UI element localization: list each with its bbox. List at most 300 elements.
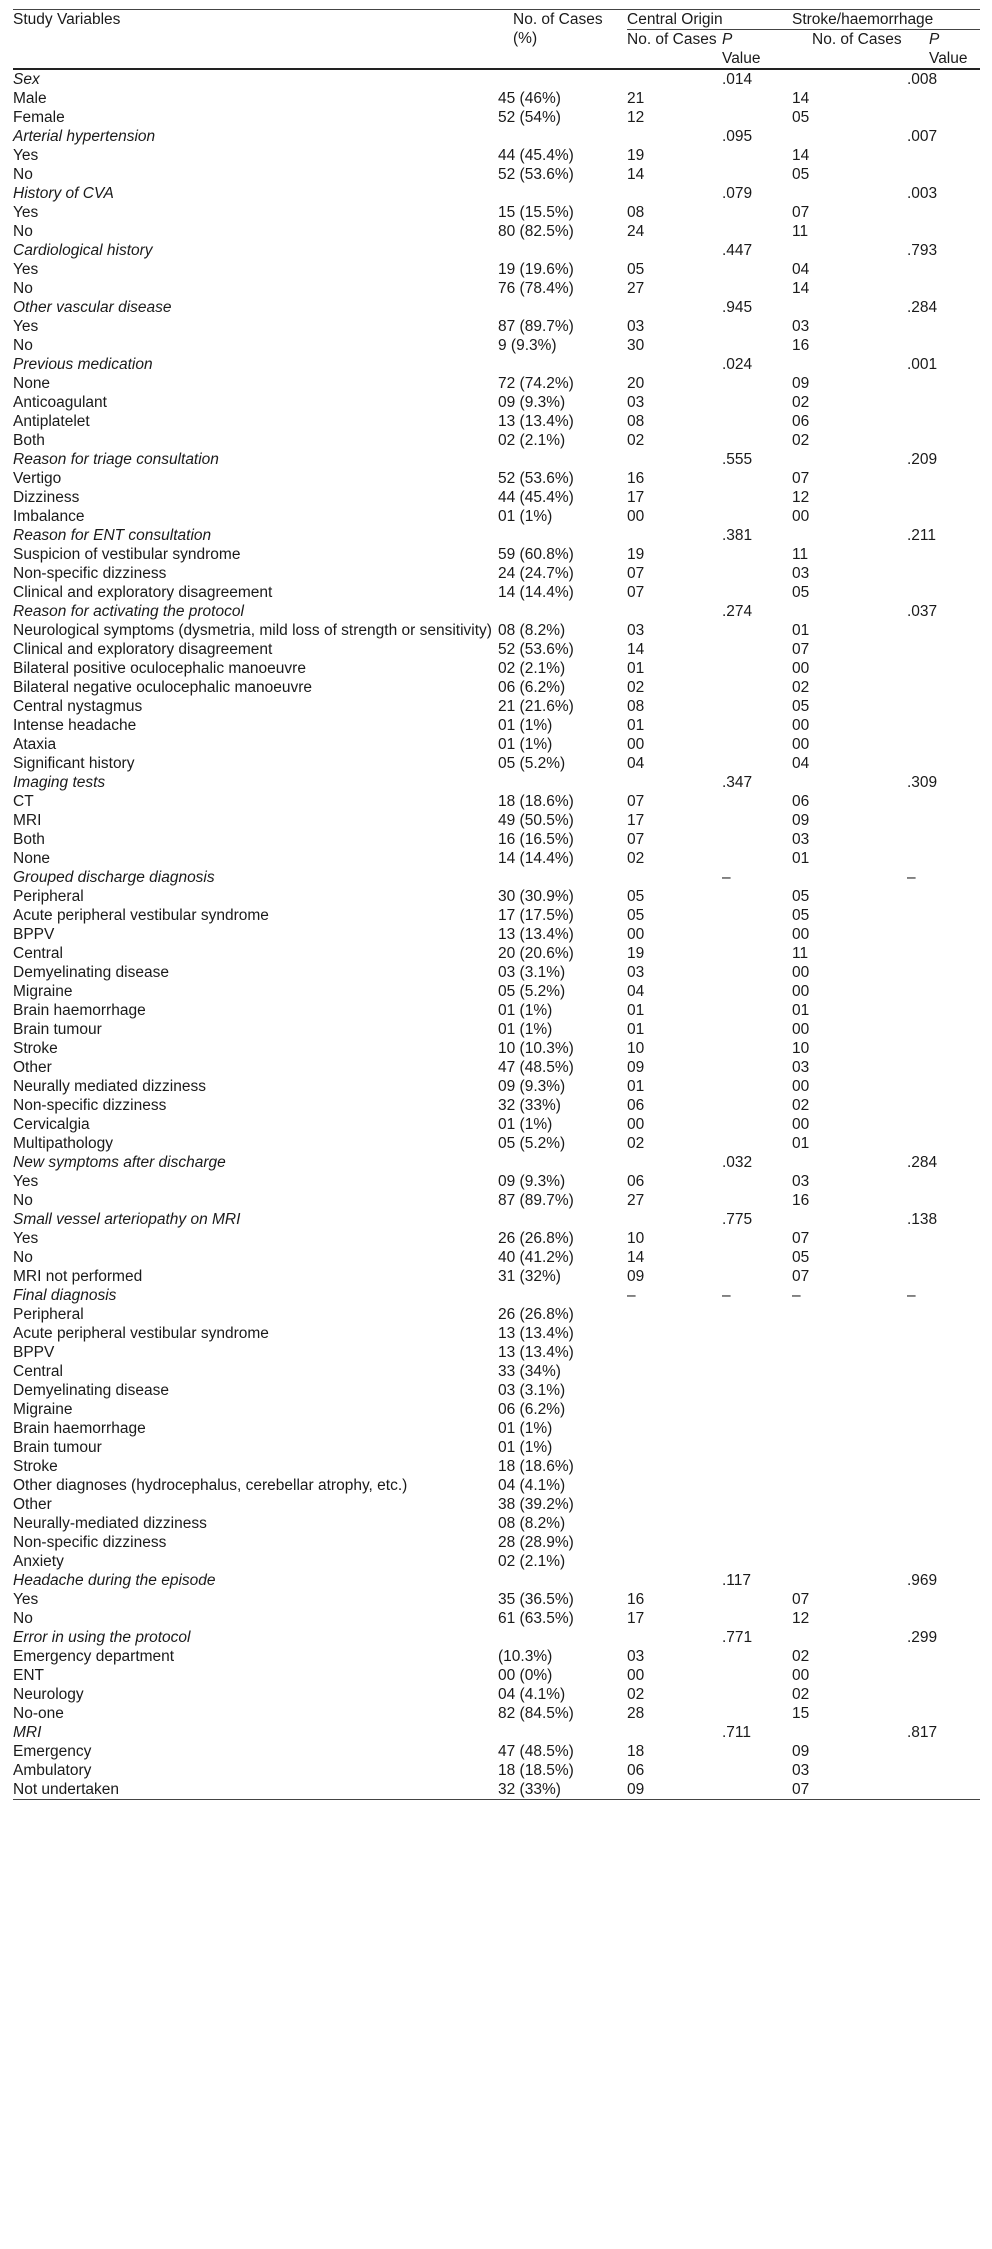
cases-cell: 82 (84.5%) (498, 1705, 574, 1722)
stroke-p-cell (907, 621, 980, 640)
central-cases-cell: 05 (627, 261, 645, 278)
central-cases-cell: 02 (627, 850, 645, 867)
central-p-cell (722, 1096, 792, 1115)
stroke-cases-cell: 12 (792, 1610, 810, 1627)
variable-cell: Central nystagmus (13, 698, 143, 715)
central-p-cell (722, 564, 792, 583)
stroke-cases-cell: 01 (792, 622, 810, 639)
stroke-cases-cell: 00 (792, 964, 810, 981)
stroke-cases-cell: 03 (792, 1173, 810, 1190)
variable-cell: Other (13, 1496, 52, 1513)
central-p-cell (722, 336, 792, 355)
category-row (13, 1723, 980, 1742)
central-cases-cell (627, 298, 722, 317)
central-p-cell (722, 108, 792, 127)
central-cases-cell (627, 1305, 722, 1324)
variable-cell: None (13, 375, 51, 392)
central-cases-cell (627, 1438, 722, 1457)
stroke-cases-cell (792, 868, 907, 887)
stroke-cases-cell: 05 (792, 584, 810, 601)
stroke-p-cell (907, 1362, 980, 1381)
cases-cell: 59 (60.8%) (498, 546, 574, 563)
variable-cell: Clinical and exploratory disagreement (13, 641, 273, 658)
central-cases-cell: 28 (627, 1705, 645, 1722)
cases-cell: 26 (26.8%) (498, 1306, 574, 1323)
central-cases-cell: 30 (627, 337, 645, 354)
cases-cell: 76 (78.4%) (498, 280, 574, 297)
variable-cell: Reason for activating the protocol (13, 603, 244, 620)
header-no-of-cases: No. of Cases (%) (498, 10, 627, 70)
cases-cell: 05 (5.2%) (498, 755, 566, 772)
stroke-p-cell (907, 659, 980, 678)
central-cases-cell: 01 (627, 1078, 645, 1095)
stroke-p-cell (907, 1077, 980, 1096)
cases-cell: 26 (26.8%) (498, 1230, 574, 1247)
central-p-cell (722, 906, 792, 925)
table-row (13, 963, 980, 982)
central-cases-cell: 00 (627, 736, 645, 753)
stroke-cases-cell (792, 1571, 907, 1590)
central-p-cell (722, 1685, 792, 1704)
stroke-p-cell (907, 203, 980, 222)
cases-cell: 10 (10.3%) (498, 1040, 574, 1057)
table-row (13, 1248, 980, 1267)
variable-cell: Anticoagulant (13, 394, 107, 411)
stroke-p-cell (907, 1267, 980, 1286)
central-cases-cell: 06 (627, 1173, 645, 1190)
central-cases-cell: 17 (627, 1610, 645, 1627)
category-row (13, 1153, 980, 1172)
table-row (13, 469, 980, 488)
stroke-cases-cell (792, 450, 907, 469)
cases-cell (498, 1628, 627, 1647)
central-cases-cell: 06 (627, 1762, 645, 1779)
stroke-p-cell (907, 1647, 980, 1666)
central-cases-cell (627, 241, 722, 260)
central-cases-cell: 03 (627, 394, 645, 411)
stroke-p-cell (907, 906, 980, 925)
central-p-cell (722, 545, 792, 564)
variable-cell: Yes (13, 204, 39, 221)
stroke-p-cell: .817 (907, 1724, 938, 1741)
cases-cell: 13 (13.4%) (498, 413, 574, 430)
central-p-cell (722, 260, 792, 279)
table-row (13, 1058, 980, 1077)
stroke-cases-cell (792, 1438, 907, 1457)
central-p-cell (722, 1077, 792, 1096)
central-p-cell: – (722, 869, 731, 886)
cases-cell: 52 (53.6%) (498, 470, 574, 487)
central-p-cell (722, 1267, 792, 1286)
cases-cell: 06 (6.2%) (498, 679, 566, 696)
variable-cell: Headache during the episode (13, 1572, 216, 1589)
cases-cell (498, 1286, 627, 1305)
variable-cell: MRI (13, 1724, 42, 1741)
stroke-p-cell (907, 640, 980, 659)
cases-cell (498, 355, 627, 374)
cases-cell: 01 (1%) (498, 1420, 553, 1437)
stroke-cases-cell: 00 (792, 926, 810, 943)
table-row (13, 279, 980, 298)
cases-cell: 15 (15.5%) (498, 204, 574, 221)
variable-cell: Yes (13, 318, 39, 335)
variable-cell: Final diagnosis (13, 1287, 117, 1304)
central-p-cell (722, 963, 792, 982)
table-row (13, 1305, 980, 1324)
central-p-cell (722, 1324, 792, 1343)
stroke-p-cell (907, 1020, 980, 1039)
table-row (13, 1001, 980, 1020)
variable-cell: Not undertaken (13, 1780, 498, 1800)
stroke-cases-cell: 12 (792, 489, 810, 506)
stroke-p-cell (907, 431, 980, 450)
central-cases-cell: 02 (627, 432, 645, 449)
central-p-cell: .381 (722, 527, 753, 544)
variable-cell: MRI (13, 812, 42, 829)
central-cases-cell (627, 526, 722, 545)
cases-cell: 05 (5.2%) (498, 983, 566, 1000)
cases-cell: 32 (33%) (498, 1097, 561, 1114)
table-row (13, 849, 980, 868)
cases-cell: 16 (16.5%) (498, 831, 574, 848)
cases-cell: 24 (24.7%) (498, 565, 574, 582)
central-cases-cell: 24 (627, 223, 645, 240)
category-row (13, 298, 980, 317)
central-cases-cell: – (627, 1287, 636, 1304)
stroke-cases-cell: 04 (792, 261, 810, 278)
stroke-p-cell (907, 564, 980, 583)
central-cases-cell (627, 1571, 722, 1590)
table-row (13, 431, 980, 450)
table-row (13, 1343, 980, 1362)
central-p-cell (722, 1742, 792, 1761)
variable-cell: Stroke (13, 1458, 58, 1475)
cases-cell: 47 (48.5%) (498, 1059, 574, 1076)
cases-cell (498, 1723, 627, 1742)
stroke-cases-cell (792, 1324, 907, 1343)
central-p-cell: .347 (722, 774, 753, 791)
stroke-cases-cell (792, 1457, 907, 1476)
table-body (13, 69, 980, 1800)
cases-cell (498, 868, 627, 887)
stroke-cases-cell: 05 (792, 907, 810, 924)
variable-cell: Other (13, 1059, 52, 1076)
table-row (13, 89, 980, 108)
central-cases-cell: 09 (627, 1059, 645, 1076)
cases-cell: 06 (6.2%) (498, 1401, 566, 1418)
table-row (13, 222, 980, 241)
central-cases-cell (627, 1153, 722, 1172)
central-p-cell (722, 279, 792, 298)
table-row (13, 906, 980, 925)
cases-cell: 08 (8.2%) (498, 622, 566, 639)
subheader-value-word: Value (722, 50, 761, 67)
central-p-cell (722, 1552, 792, 1571)
cases-cell: 44 (45.4%) (498, 489, 574, 506)
central-p-cell (722, 1780, 792, 1800)
central-cases-cell (627, 1628, 722, 1647)
stroke-p-cell (907, 1761, 980, 1780)
category-row (13, 1628, 980, 1647)
stroke-cases-cell: 07 (792, 204, 810, 221)
central-p-cell: .117 (722, 1572, 752, 1589)
table-row (13, 412, 980, 431)
variable-cell: Acute peripheral vestibular syndrome (13, 907, 269, 924)
table-row (13, 260, 980, 279)
cases-cell: 52 (53.6%) (498, 641, 574, 658)
variable-cell: Bilateral positive oculocephalic manoeuvre (13, 660, 306, 677)
stroke-p-cell (907, 1134, 980, 1153)
category-row (13, 773, 980, 792)
table-row (13, 1514, 980, 1533)
variable-cell: New symptoms after discharge (13, 1154, 226, 1171)
stroke-p-cell (907, 1685, 980, 1704)
central-p-cell (722, 1438, 792, 1457)
variable-cell: Brain tumour (13, 1021, 102, 1038)
stroke-cases-cell: 00 (792, 660, 810, 677)
table-row (13, 1115, 980, 1134)
subheader-stroke-p-value (907, 30, 980, 70)
cases-cell: 38 (39.2%) (498, 1496, 574, 1513)
cases-cell: 01 (1%) (498, 1021, 553, 1038)
central-cases-cell (627, 773, 722, 792)
table-row (13, 507, 980, 526)
variable-cell: Previous medication (13, 356, 153, 373)
stroke-cases-cell: 14 (792, 90, 810, 107)
cases-cell: 09 (9.3%) (498, 1173, 566, 1190)
central-cases-cell: 21 (627, 90, 645, 107)
central-cases-cell (627, 868, 722, 887)
stroke-cases-cell (792, 526, 907, 545)
stroke-p-cell (907, 1590, 980, 1609)
variable-cell: Yes (13, 1591, 39, 1608)
stroke-cases-cell: 01 (792, 1135, 810, 1152)
table-row (13, 564, 980, 583)
variable-cell: Small vessel arteriopathy on MRI (13, 1211, 241, 1228)
stroke-p-cell (907, 1115, 980, 1134)
table-row (13, 1134, 980, 1153)
central-cases-cell: 00 (627, 508, 645, 525)
cases-cell: 28 (28.9%) (498, 1534, 574, 1551)
subheader-stroke-no-of-cases: No. of Cases (792, 30, 907, 70)
table-row (13, 1191, 980, 1210)
variable-cell: Arterial hypertension (13, 128, 156, 145)
cases-cell (498, 450, 627, 469)
central-p-cell (722, 716, 792, 735)
table-row (13, 1172, 980, 1191)
stroke-p-cell (907, 108, 980, 127)
central-cases-cell (627, 1362, 722, 1381)
stroke-p-cell: .001 (907, 356, 938, 373)
central-p-cell (722, 469, 792, 488)
table-row (13, 1400, 980, 1419)
central-p-cell (722, 811, 792, 830)
category-row (13, 184, 980, 203)
central-cases-cell: 01 (627, 660, 645, 677)
stroke-cases-cell: 16 (792, 1192, 810, 1209)
table-row (13, 488, 980, 507)
central-cases-cell: 01 (627, 717, 645, 734)
central-cases-cell: 03 (627, 964, 645, 981)
variable-cell: Neurally-mediated dizziness (13, 1515, 207, 1532)
stroke-p-cell: .008 (907, 71, 938, 88)
central-p-cell (722, 203, 792, 222)
variable-cell: Peripheral (13, 1306, 84, 1323)
central-p-cell (722, 1457, 792, 1476)
stroke-cases-cell: – (792, 1287, 801, 1304)
stroke-cases-cell (792, 355, 907, 374)
central-cases-cell: 10 (627, 1040, 645, 1057)
stroke-cases-cell (792, 1723, 907, 1742)
variable-cell: Yes (13, 1173, 39, 1190)
cases-cell: 05 (5.2%) (498, 1135, 566, 1152)
stroke-p-cell (907, 1438, 980, 1457)
central-p-cell (722, 1704, 792, 1723)
central-p-cell (722, 583, 792, 602)
central-p-cell (722, 1229, 792, 1248)
stroke-p-cell (907, 545, 980, 564)
central-cases-cell: 07 (627, 793, 645, 810)
stroke-p-cell (907, 165, 980, 184)
stroke-p-cell (907, 1552, 980, 1571)
central-p-cell (722, 849, 792, 868)
stroke-cases-cell: 04 (792, 755, 810, 772)
cases-cell: 09 (9.3%) (498, 1078, 566, 1095)
table-row (13, 1685, 980, 1704)
stroke-cases-cell (792, 69, 907, 89)
central-p-cell: .945 (722, 299, 753, 316)
central-cases-cell: 05 (627, 888, 645, 905)
central-cases-cell: 06 (627, 1097, 645, 1114)
stroke-p-cell (907, 1191, 980, 1210)
cases-cell: 32 (33%) (498, 1780, 627, 1800)
stroke-cases-cell: 06 (792, 413, 810, 430)
central-p-cell (722, 792, 792, 811)
central-cases-cell (627, 1419, 722, 1438)
cases-cell: 21 (21.6%) (498, 698, 574, 715)
central-cases-cell: 09 (627, 1780, 722, 1800)
cases-cell (498, 127, 627, 146)
variable-cell: No-one (13, 1705, 64, 1722)
central-p-cell (722, 507, 792, 526)
central-p-cell (722, 1305, 792, 1324)
central-p-cell: .447 (722, 242, 753, 259)
variable-cell: BPPV (13, 926, 55, 943)
cases-cell: 08 (8.2%) (498, 1515, 566, 1532)
central-cases-cell: 08 (627, 204, 645, 221)
central-cases-cell (627, 450, 722, 469)
central-p-cell (722, 1514, 792, 1533)
stroke-p-cell: .969 (907, 1572, 938, 1589)
category-row (13, 127, 980, 146)
table-row (13, 165, 980, 184)
central-cases-cell (627, 1457, 722, 1476)
cases-cell: 02 (2.1%) (498, 660, 566, 677)
central-cases-cell: 10 (627, 1230, 645, 1247)
central-cases-cell: 14 (627, 641, 645, 658)
cases-cell: 14 (14.4%) (498, 584, 574, 601)
stroke-p-cell: .299 (907, 1629, 938, 1646)
stroke-p-cell (907, 849, 980, 868)
central-cases-cell (627, 355, 722, 374)
stroke-cases-cell: 00 (792, 736, 810, 753)
stroke-cases-cell: 10 (792, 1040, 810, 1057)
variable-cell: Antiplatelet (13, 413, 90, 430)
variable-cell: Brain haemorrhage (13, 1002, 146, 1019)
central-p-cell: .032 (722, 1154, 753, 1171)
cases-cell: 18 (18.6%) (498, 793, 574, 810)
variable-cell: Peripheral (13, 888, 84, 905)
table-row (13, 925, 980, 944)
cases-cell: 19 (19.6%) (498, 261, 574, 278)
category-row (13, 1210, 980, 1229)
cases-cell: 87 (89.7%) (498, 1192, 574, 1209)
central-p-cell (722, 1666, 792, 1685)
central-p-cell (722, 925, 792, 944)
variable-cell: Reason for ENT consultation (13, 527, 212, 544)
stroke-p-cell (907, 89, 980, 108)
variable-cell: History of CVA (13, 185, 114, 202)
stroke-cases-cell (792, 127, 907, 146)
stroke-cases-cell (792, 1419, 907, 1438)
table-row (13, 982, 980, 1001)
cases-cell (498, 526, 627, 545)
variable-cell: Both (13, 831, 45, 848)
table-row (13, 735, 980, 754)
stroke-cases-cell (792, 1628, 907, 1647)
central-cases-cell: 18 (627, 1743, 645, 1760)
table-row (13, 1096, 980, 1115)
table-row (13, 678, 980, 697)
stroke-p-cell (907, 488, 980, 507)
stroke-p-cell (907, 583, 980, 602)
central-p-cell (722, 1533, 792, 1552)
stroke-cases-cell: 02 (792, 394, 810, 411)
central-p-cell (722, 374, 792, 393)
stroke-p-cell: .211 (907, 527, 937, 544)
stroke-p-cell (907, 1096, 980, 1115)
variable-cell: CT (13, 793, 34, 810)
central-p-cell (722, 735, 792, 754)
central-p-cell (722, 887, 792, 906)
central-cases-cell: 19 (627, 945, 645, 962)
stroke-p-cell (907, 1001, 980, 1020)
variable-cell: Dizziness (13, 489, 80, 506)
central-cases-cell (627, 127, 722, 146)
stroke-cases-cell: 14 (792, 280, 810, 297)
central-cases-cell (627, 1723, 722, 1742)
stroke-p-cell (907, 336, 980, 355)
table-row (13, 1780, 980, 1800)
cases-cell: 01 (1%) (498, 1116, 553, 1133)
central-cases-cell: 03 (627, 622, 645, 639)
central-cases-cell (627, 1210, 722, 1229)
table-row (13, 887, 980, 906)
stroke-cases-cell: 02 (792, 432, 810, 449)
central-cases-cell: 14 (627, 1249, 645, 1266)
stroke-p-cell: .284 (907, 1154, 938, 1171)
cases-cell: 87 (89.7%) (498, 318, 574, 335)
cases-cell: 02 (2.1%) (498, 1553, 566, 1570)
variable-cell: Multipathology (13, 1135, 113, 1152)
central-cases-cell: 00 (627, 1116, 645, 1133)
table-row (13, 108, 980, 127)
stroke-p-cell (907, 1533, 980, 1552)
subheader-value-word: Value (929, 50, 968, 67)
stroke-p-cell: .138 (907, 1211, 938, 1228)
variable-cell: Reason for triage consultation (13, 451, 219, 468)
variable-cell: Bilateral negative oculocephalic manoeuvre (13, 679, 312, 696)
